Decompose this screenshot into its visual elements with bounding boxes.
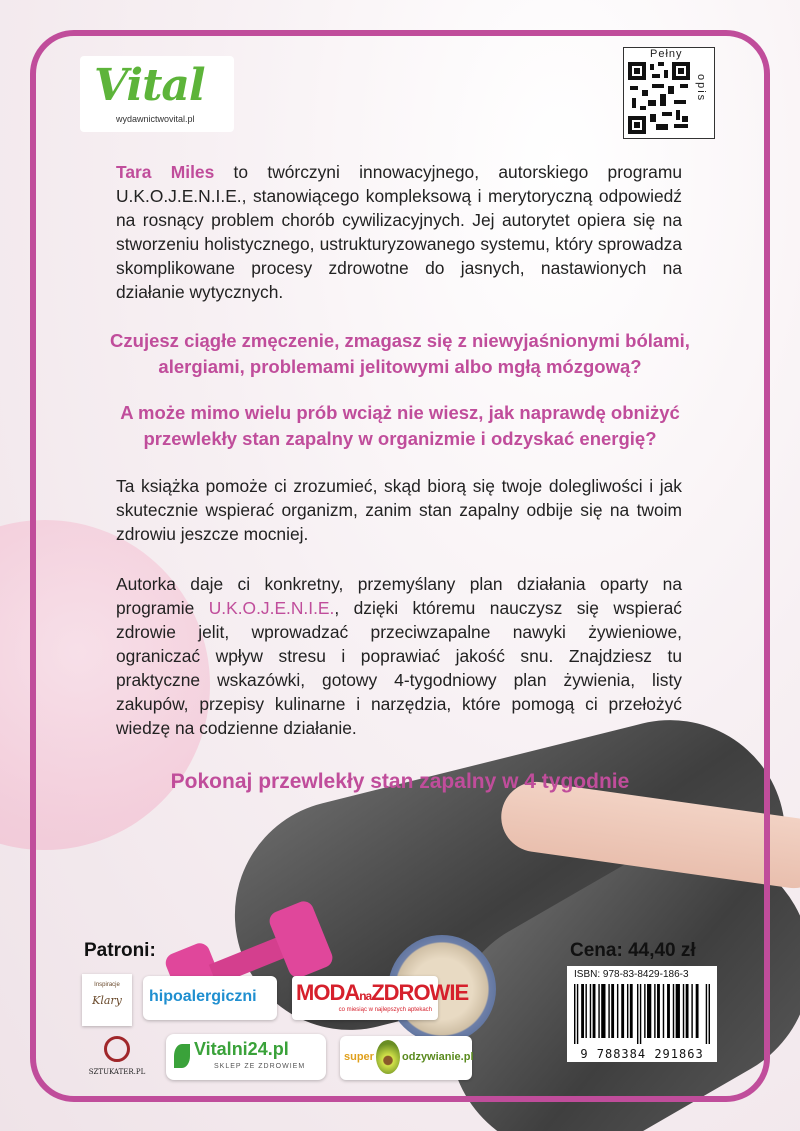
question-2: A może mimo wielu prób wciąż nie wiesz, jak naprawdę obniżyć przewlekły stan zapalny w organizmie i odzyskać energię? [120,402,680,449]
hipo-text: hipoalergiczni [149,988,257,1005]
question-1: Czujesz ciągłe zmęczenie, zmagasz się z niewyjaśnionymi bólami, alergiami, problemami jelitowymi albo mgłą mózgową? [110,330,690,377]
vitalni-leaf-icon [174,1044,190,1068]
qr-label-top: Pełny [650,48,683,60]
qr-label-side: opis [695,74,707,103]
sztukater-icon [104,1036,130,1062]
logo-wordmark: Vital [94,60,205,111]
klary-top: Inspiracje [94,982,120,988]
moda-b: na [359,989,372,1003]
moda-sub: co miesiąc w najlepszych aptekach [338,1007,432,1013]
super-b: odzywianie.pl [402,1051,474,1063]
patron-moda-na-zdrowie[interactable] [292,976,469,1020]
patron-super-odzywianie[interactable] [340,1036,472,1080]
qr-pattern [628,62,690,134]
vitalni-sub: SKLEP ZE ZDROWIEM [214,1063,306,1070]
price: Cena: 44,40 zł [570,940,696,961]
sztukater-text: SZTUKATER.PL [88,1068,146,1076]
barcode-bars [574,984,710,1044]
intro-paragraph [116,160,682,304]
author-name: Tara Miles [116,162,215,182]
paragraph-3-end: , dzięki któremu nauczysz się wspierać zdrowie jelit, wprowadzać przeciwzapalne nawyki żywieniowe, ograniczać wpływ stresu i poprawiać jakość snu. Znajdziesz tu praktyczne wskazówki, gotowy 4-tygodniowy plan żywienia, listy zakupów, przepisy kulinarne i narzędzia, które pomogą ci przełożyć wiedzę na codzienne działanie. [116,598,682,738]
paragraph-3-start: Autorka daje ci konkretny, przemyślany plan działania oparty na programie [116,574,682,618]
isbn: ISBN: 978-83-8429-186-3 [574,969,689,980]
patrons-label: Patroni: [84,940,156,961]
klary-bottom: Klary [92,994,122,1007]
program-name: U.K.O.J.E.N.I.E. [208,598,335,618]
vitalni-text: Vitalni24.pl [194,1039,289,1059]
tagline: Pokonaj przewlekły stan zapalny w 4 tygodnie [170,770,630,793]
patron-vitalni24[interactable] [166,1034,326,1080]
moda-c: ZDROWIE [371,980,469,1005]
patron-sztukater[interactable] [82,1034,152,1084]
paragraph-2: Ta książka pomoże ci zrozumieć, skąd biorą się twoje dolegliwości i jak skutecznie wspierać organizm, zanim stan zapalny odbije się na twoim zdrowiu jeszcze mocniej. [116,476,682,544]
patron-inspiracje-klary[interactable] [82,974,132,1026]
intro-text: to twórczyni innowacyjnego, autorskiego programu U.K.O.J.E.N.I.E., stanowiącego kompleksową i merytoryczną odpowiedź na rosnący problem chorób cywilizacyjnych. Jej autorytet opiera się na stworzeniu holistycznego, ustrukturyzowanego systemu, który sprowadza skomplikowane procesy zdrowotne do jasnych, nastawionych na działanie wytycznych. [116,162,682,302]
paragraph-3 [116,572,682,740]
publisher-logo [80,56,234,132]
moda-a: MODA [296,980,360,1005]
avocado-icon [376,1040,400,1074]
barcode-number: 9 788384 291863 [580,1047,704,1061]
logo-url: wydawnictwovital.pl [116,114,195,124]
patron-hipoalergiczni[interactable] [143,976,277,1020]
super-a: super [344,1051,374,1063]
